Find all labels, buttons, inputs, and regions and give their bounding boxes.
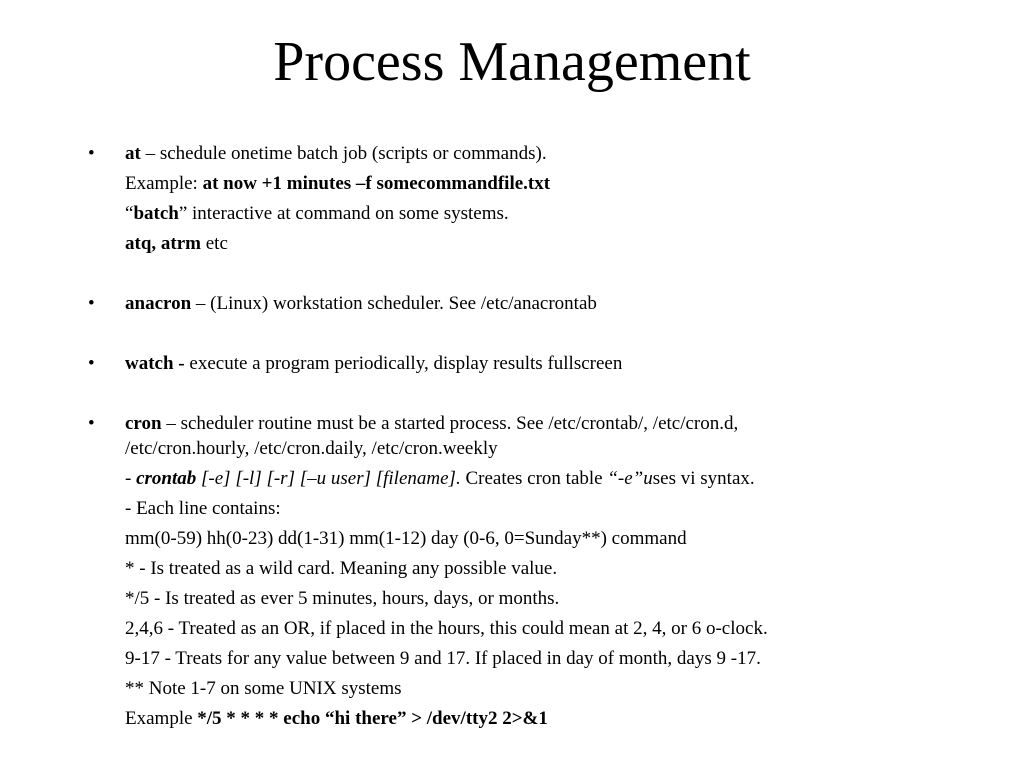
cron-example-command: */5 * * * * echo “hi there” > /dev/tty2 2>&1	[197, 708, 548, 729]
anacron-command: anacron	[125, 293, 192, 314]
at-example-line	[125, 173, 985, 195]
at-example-label: Example:	[125, 173, 203, 194]
slide-title: Process Management	[273, 31, 751, 93]
anacron-line	[125, 293, 985, 315]
atq-command: atq, atrm	[125, 233, 201, 254]
cron-detail-line: 9-17 - Treats for any value between 9 and 17. If placed in day of month, days 9 -17.	[125, 648, 761, 669]
atq-description: etc	[200, 233, 228, 254]
crontab-dash: -	[125, 468, 137, 489]
watch-description: execute a program periodically, display results fullscreen	[184, 353, 623, 374]
cron-detail-line: - Each line contains:	[125, 498, 281, 519]
at-line	[125, 143, 985, 165]
bullet-icon: •	[88, 143, 95, 164]
crontab-args: [-e] [-l] [-r] [–u user] [filename].	[196, 468, 461, 489]
cron-detail-line: * - Is treated as a wild card. Meaning any possible value.	[125, 558, 558, 579]
batch-description: ” interactive at command on some systems.	[178, 203, 509, 224]
cron-detail-line: 2,4,6 - Treated as an OR, if placed in the hours, this could mean at 2, 4, or 6 o-clock.	[125, 618, 768, 639]
atq-line	[125, 233, 985, 255]
batch-line	[125, 203, 985, 225]
cron-example-label: Example	[125, 708, 198, 729]
at-example-command: at now +1 minutes –f somecommandfile.txt	[202, 173, 551, 194]
anacron-description: – (Linux) workstation scheduler. See /etc/anacrontab	[191, 293, 597, 314]
cron-line	[125, 413, 985, 435]
crontab-option: “-e”u	[607, 468, 653, 489]
bullet-icon: •	[88, 353, 95, 374]
cron-description: – scheduler routine must be a started process. See /etc/crontab/, /etc/cron.d,	[161, 413, 739, 434]
batch-command: batch	[133, 203, 179, 224]
crontab-end: ses vi syntax.	[652, 468, 755, 489]
crontab-line	[125, 468, 985, 490]
cron-paths-line: /etc/cron.hourly, /etc/cron.daily, /etc/cron.weekly	[125, 438, 498, 459]
cron-command: cron	[125, 413, 162, 434]
cron-example-line	[125, 708, 985, 730]
crontab-mid: Creates cron table	[460, 468, 608, 489]
bullet-icon: •	[88, 413, 95, 434]
crontab-command: crontab	[136, 468, 197, 489]
at-description: – schedule onetime batch job (scripts or commands).	[140, 143, 547, 164]
at-command: at	[125, 143, 141, 164]
watch-command: watch -	[125, 353, 185, 374]
cron-detail-line: ** Note 1-7 on some UNIX systems	[125, 678, 402, 699]
batch-open-quote: “	[125, 203, 134, 224]
cron-detail-line: mm(0-59) hh(0-23) dd(1-31) mm(1-12) day (0-6, 0=Sunday**) command	[125, 528, 687, 549]
bullet-icon: •	[88, 293, 95, 314]
watch-line	[125, 353, 985, 375]
cron-detail-line: */5 - Is treated as ever 5 minutes, hours, days, or months.	[125, 588, 560, 609]
